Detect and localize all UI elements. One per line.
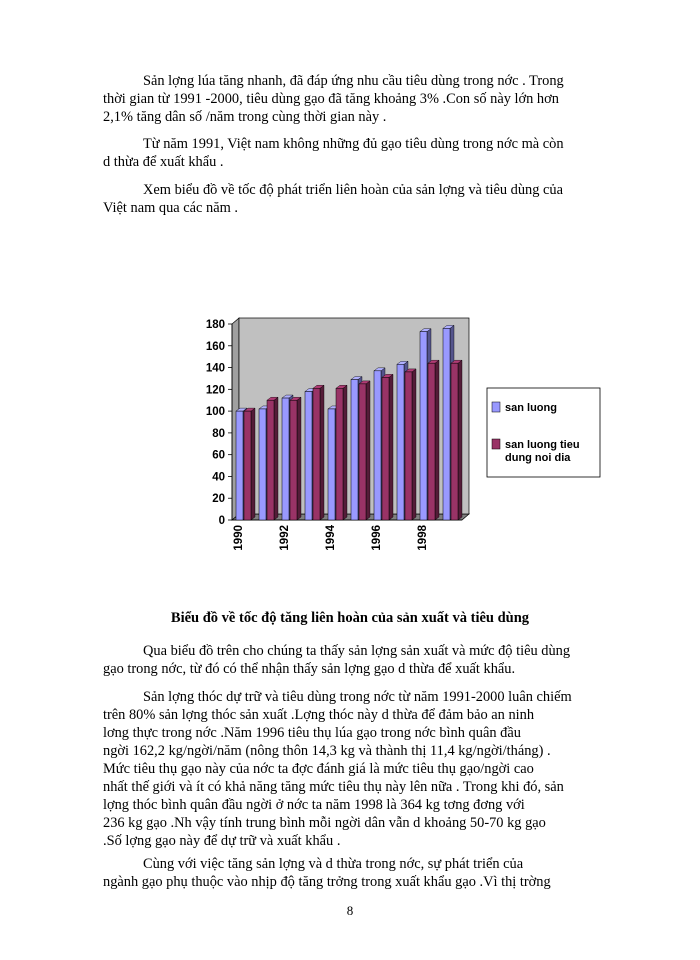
bar bbox=[290, 400, 297, 520]
bar-side bbox=[274, 397, 278, 520]
legend bbox=[487, 388, 600, 477]
y-tick-label: 60 bbox=[212, 449, 225, 462]
y-tick-label: 20 bbox=[212, 493, 225, 506]
text-line: Từ năm 1991, Việt nam không những đủ gạo tiêu dùng trong nớc mà còn bbox=[143, 136, 564, 152]
bar-side bbox=[389, 374, 393, 520]
legend-label: san luong bbox=[505, 402, 557, 414]
bar bbox=[244, 411, 251, 520]
y-tick-label: 40 bbox=[212, 471, 225, 484]
text-line: lợng thóc bình quân đầu ngời ở nớc ta năm 1998 là 364 kg tơng đơng với bbox=[103, 797, 525, 813]
bar-side bbox=[412, 369, 416, 520]
page-number: 8 bbox=[346, 903, 354, 918]
legend-label: san luong tieu bbox=[505, 439, 580, 451]
bar-side bbox=[366, 381, 370, 520]
bar bbox=[328, 409, 335, 520]
bar bbox=[259, 409, 266, 520]
bar bbox=[397, 364, 404, 520]
paragraph-consumption bbox=[103, 688, 630, 850]
bar bbox=[305, 392, 312, 520]
text-line: thời gian từ 1991 -2000, tiêu dùng gạo đã tăng khoảng 3% .Con số này lớn hơn bbox=[103, 91, 559, 107]
bar bbox=[282, 398, 289, 520]
legend-swatch bbox=[492, 439, 500, 449]
text-line: Qua biểu đồ trên cho chúng ta thấy sản lợng sản xuất và mức độ tiêu dùng bbox=[143, 643, 571, 659]
text-line: Mức tiêu thụ gạo này của nớc ta đợc đánh giá là mức tiêu thụ gạo/ngời cao bbox=[103, 761, 534, 777]
bar bbox=[443, 328, 450, 520]
paragraph-chart-conclusion bbox=[103, 642, 630, 678]
text-line: ngành gạo phụ thuộc vào nhịp độ tăng trởng trong xuất khẩu gạo .Vì thị trờng bbox=[103, 874, 551, 890]
bar bbox=[336, 388, 343, 520]
legend-label: dung noi dia bbox=[505, 452, 571, 464]
x-tick-label: 1990 bbox=[233, 525, 245, 551]
y-tick-label: 120 bbox=[205, 384, 225, 397]
y-tick-label: 180 bbox=[205, 319, 225, 331]
text-line: Sản lợng lúa tăng nhanh, đã đáp ứng nhu cầu tiêu dùng trong nớc . Trong bbox=[143, 73, 564, 89]
text-line: lơng thực trong nớc .Năm 1996 tiêu thụ lúa gạo trong nớc bình quân đầu bbox=[103, 725, 521, 741]
bar bbox=[382, 377, 389, 520]
y-tick-label: 100 bbox=[205, 406, 225, 419]
plot-area-group bbox=[206, 318, 469, 551]
bar-side bbox=[251, 408, 255, 520]
text-line: Việt nam qua các năm . bbox=[103, 200, 238, 216]
bar bbox=[267, 400, 274, 520]
bar bbox=[359, 384, 366, 520]
text-line: gạo trong nớc, từ đó có thể nhận thấy sản lợng gạo d thừa để xuất khẩu. bbox=[103, 661, 516, 677]
text-line: .Số lợng gạo này để dự trữ và xuất khẩu . bbox=[103, 833, 341, 849]
bar-side bbox=[458, 360, 462, 520]
text-line: Sản lợng thóc dự trữ và tiêu dùng trong nớc từ năm 1991-2000 luân chiếm bbox=[143, 689, 572, 705]
x-tick-label: 1994 bbox=[325, 525, 337, 551]
bar bbox=[351, 380, 358, 520]
bar bbox=[420, 332, 427, 520]
bar bbox=[313, 388, 320, 520]
text-line: d thừa để xuất khẩu . bbox=[103, 154, 224, 170]
bar bbox=[405, 372, 412, 520]
bar-side bbox=[297, 397, 301, 520]
x-tick-label: 1998 bbox=[417, 525, 429, 551]
bar bbox=[236, 411, 243, 520]
legend-swatch bbox=[492, 402, 500, 412]
y-tick-label: 140 bbox=[205, 362, 225, 375]
text-line: 236 kg gạo .Nh vậy tính trung bình mỗi ngời dân vẫn d khoảng 50-70 kg gạo bbox=[103, 815, 546, 831]
chart-caption: Biểu đồ về tốc độ tăng liên hoàn của sản xuất và tiêu dùng bbox=[170, 610, 530, 626]
text-line: 2,1% tăng dân số /năm trong cùng thời gian này . bbox=[103, 109, 387, 125]
bar bbox=[374, 371, 381, 520]
bar bbox=[428, 363, 435, 520]
bar bbox=[451, 363, 458, 520]
text-line: nhất thế giới và ít có khả năng tăng mức tiêu thụ này lên nữa . Trong khi đó, sản bbox=[103, 779, 564, 795]
y-tick-label: 160 bbox=[205, 340, 225, 353]
x-tick-label: 1996 bbox=[371, 525, 383, 551]
bar-side bbox=[343, 385, 347, 520]
text-line: Cùng với việc tăng sản lợng và d thừa trong nớc, sự phát triển của bbox=[143, 856, 524, 872]
paragraph-export bbox=[103, 855, 630, 891]
x-tick-label: 1992 bbox=[279, 525, 291, 551]
y-tick-label: 80 bbox=[212, 427, 225, 440]
bar-side bbox=[320, 385, 324, 520]
bar-side bbox=[435, 360, 439, 520]
y-tick-label: 0 bbox=[218, 515, 225, 527]
text-line: trên 80% sản lợng thóc sản xuất .Lợng thóc này d thừa để đảm bảo an ninh bbox=[103, 707, 535, 723]
text-line: ngời 162,2 kg/ngời/năm (nông thôn 14,3 kg và thành thị 11,4 kg/ngời/tháng) . bbox=[103, 743, 551, 759]
text-line: Xem biểu đồ về tốc độ phát triển liên hoàn của sản lợng và tiêu dùng của bbox=[143, 182, 564, 198]
